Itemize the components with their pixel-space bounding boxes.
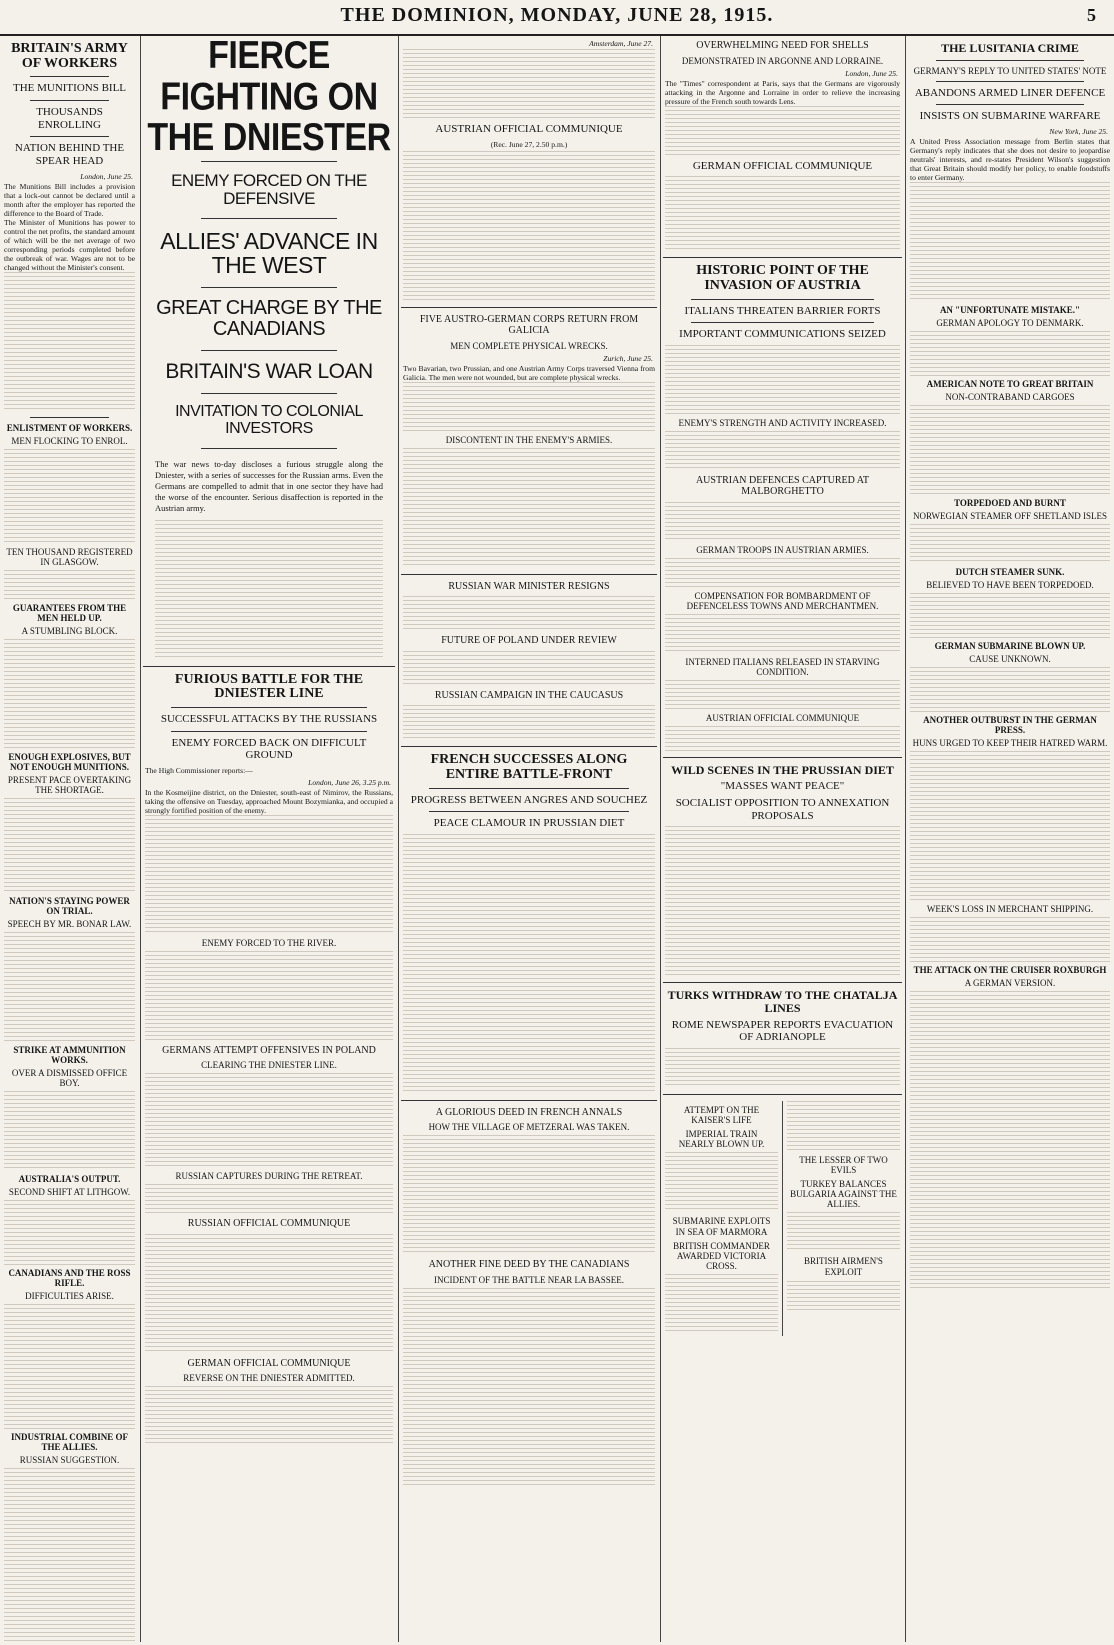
subhead: HOW THE VILLAGE OF METZERAL WAS TAKEN. (428, 1122, 630, 1133)
headline: TURKS WITHDRAW TO THE CHATALJA LINES (667, 988, 898, 1015)
headline: FURIOUS BATTLE FOR THE DNIESTER LINE (174, 671, 364, 702)
subhead: RUSSIAN CAPTURES DURING THE RETREAT. (175, 1171, 363, 1182)
subhead: GERMANS ATTEMPT OFFENSIVES IN POLAND (162, 1044, 376, 1056)
subhead: RUSSIAN CAMPAIGN IN THE CAUCASUS (434, 689, 624, 701)
subhead: ENEMY'S STRENGTH AND ACTIVITY INCREASED. (678, 417, 887, 428)
subhead: SUCCESSFUL ATTACKS BY THE RUSSIANS (160, 713, 378, 726)
subhead: IMPERIAL TRAIN NEARLY BLOWN UP. (678, 1129, 765, 1150)
column-5 (906, 36, 1114, 1642)
column-2 (141, 36, 397, 1642)
subhead: INSISTS ON SUBMARINE WARFARE (919, 110, 1101, 123)
subhead: BELIEVED TO HAVE BEEN TORPEDOED. (926, 579, 1094, 590)
dateline: London, June 25. (80, 171, 133, 181)
subhead: COMPENSATION FOR BOMBARDMENT OF DEFENCELESS TOWNS AND MERCHANTMEN. (686, 590, 879, 611)
headline: INVITATION TO COLONIAL INVESTORS (175, 403, 363, 437)
column-1 (0, 36, 139, 1642)
subhead: ANOTHER FINE DEED BY THE CANADIANS (428, 1259, 630, 1271)
subhead: GERMAN TROOPS IN AUSTRIAN ARMIES. (696, 544, 869, 555)
subhead: ABANDONS ARMED LINER DEFENCE (914, 86, 1106, 99)
subhead: TORPEDOED AND BURNT (954, 497, 1066, 508)
subhead: ANOTHER OUTBURST IN THE GERMAN PRESS. (923, 714, 1097, 735)
headline: WILD SCENES IN THE PRUSSIAN DIET (671, 762, 894, 777)
subhead: NORWEGIAN STEAMER OFF SHETLAND ISLES (912, 510, 1107, 521)
subhead: IMPORTANT COMMUNICATIONS SEIZED (679, 328, 886, 341)
subhead: INCIDENT OF THE BATTLE NEAR LA BASSEE. (434, 1274, 624, 1285)
dateline: New York, June 25. (1049, 126, 1108, 136)
article-paragraph: Two Bavarian, two Prussian, and one Austrian Army Corps traversed Vienna from Galicia. The men were not wounded, but are complete physical wrecks. (403, 363, 655, 382)
headline: ALLIES' ADVANCE IN THE WEST (160, 227, 378, 278)
subhead: A STUMBLING BLOCK. (21, 625, 118, 636)
subhead: ENEMY FORCED TO THE RIVER. (201, 937, 337, 948)
subhead: PROGRESS BETWEEN ANGRES AND SOUCHEZ (410, 793, 648, 806)
subhead: CANADIANS AND THE ROSS RIFLE. (8, 1267, 131, 1288)
subhead: RUSSIAN SUGGESTION. (19, 1454, 120, 1465)
subhead: GUARANTEES FROM THE MEN HELD UP. (12, 602, 127, 623)
subhead: ROME NEWSPAPER REPORTS EVACUATION OF ADRIANOPLE (671, 1018, 894, 1044)
subhead: INTERNED ITALIANS RELEASED IN STARVING CONDITION. (685, 656, 880, 677)
subhead: GERMAN APOLOGY TO DENMARK. (936, 317, 1084, 328)
subhead: BRITISH COMMANDER AWARDED VICTORIA CROSS. (673, 1241, 770, 1272)
subhead: GERMAN OFFICIAL COMMUNIQUE (692, 159, 873, 172)
subhead: DISCONTENT IN THE ENEMY'S ARMIES. (445, 434, 613, 445)
subhead: RUSSIAN WAR MINISTER RESIGNS (448, 580, 610, 592)
headline: BRITAIN'S WAR LOAN (165, 360, 373, 384)
dateline: London, June 25. (845, 68, 898, 78)
subhead: STRIKE AT AMMUNITION WORKS. (13, 1044, 126, 1065)
headline: BRITAIN'S ARMY OF WORKERS (11, 41, 128, 71)
received-line: (Rec. June 27, 2.50 p.m.) (490, 139, 568, 149)
subhead: CAUSE UNKNOWN. (969, 653, 1051, 664)
subhead: DIFFICULTIES ARISE. (25, 1290, 114, 1301)
article-paragraph: The Munitions Bill includes a provision that a lock-out cannot be declared until a month after the employer has reported the difference to the Board of Trade. (4, 181, 135, 218)
article-paragraph: The "Times" correspondent at Paris, says that the Germans are vigorously attacking in the Argonne and Lorraine in order to relieve the increasing pressure of the French south towards Lens. (665, 78, 900, 106)
subhead: GERMAN OFFICIAL COMMUNIQUE (187, 1357, 351, 1369)
headline: GREAT CHARGE BY THE CANADIANS (156, 297, 382, 341)
dateline: Amsterdam, June 27. (589, 39, 653, 48)
subhead: HUNS URGED TO KEEP THEIR HATRED WARM. (912, 737, 1108, 748)
subhead: THE MUNITIONS BILL (12, 82, 127, 95)
subhead: AUSTRIAN OFFICIAL COMMUNIQUE (705, 712, 860, 723)
subhead: SECOND SHIFT AT LITHGOW. (8, 1186, 131, 1197)
subhead: OVER A DISMISSED OFFICE BOY. (11, 1067, 128, 1088)
subhead: NON-CONTRABAND CARGOES (945, 391, 1075, 402)
page-number: 5 (1087, 5, 1096, 25)
main-headline: FIERCE FIGHTING ON THE DNIESTER (147, 36, 391, 160)
subhead: REVERSE ON THE DNIESTER ADMITTED. (183, 1373, 355, 1384)
subhead: A GERMAN VERSION. (964, 977, 1056, 988)
subhead: AMERICAN NOTE TO GREAT BRITAIN (926, 378, 1094, 389)
subhead: MEN COMPLETE PHYSICAL WRECKS. (450, 340, 608, 351)
article-paragraph: The High Commissioner reports:— (145, 765, 253, 775)
headline: FRENCH SUCCESSES ALONG ENTIRE BATTLE-FRONT (430, 752, 628, 782)
headline: THE LUSITANIA CRIME (941, 41, 1079, 55)
subhead: A GLORIOUS DEED IN FRENCH ANNALS (435, 1106, 623, 1118)
subhead: OVERWHELMING NEED FOR SHELLS (696, 40, 869, 51)
masthead (0, 0, 1114, 36)
subhead: INDUSTRIAL COMBINE OF THE ALLIES. (10, 1431, 129, 1452)
subhead: "MASSES WANT PEACE" (720, 780, 845, 793)
article-paragraph: In the Kosmeijine district, on the Dniester, south-east of Nimirov, the Russians, taking the offensive on Tuesday, approached Mount Bozymianka, and occupied a strongly fortified position of the enemy. (145, 787, 393, 815)
subhead: GERMANY'S REPLY TO UNITED STATES' NOTE (913, 65, 1107, 76)
subhead: AUSTRALIA'S OUTPUT. (18, 1173, 121, 1184)
column-3 (399, 36, 659, 1642)
masthead-title: THE DOMINION, MONDAY, JUNE 28, 1915. (340, 4, 774, 26)
subhead: ITALIANS THREATEN BARRIER FORTS (684, 304, 881, 317)
subhead: NATION'S STAYING POWER ON TRIAL. (9, 895, 130, 916)
subhead: AUSTRIAN DEFENCES CAPTURED AT MALBORGHETTO (695, 474, 870, 498)
subhead: DEMONSTRATED IN ARGONNE AND LORRAINE. (681, 55, 884, 66)
subhead: PEACE CLAMOUR IN PRUSSIAN DIET (433, 817, 625, 830)
subhead: CLEARING THE DNIESTER LINE. (201, 1060, 337, 1071)
subhead: AN "UNFORTUNATE MISTAKE." (939, 304, 1081, 315)
dateline: London, June 26, 3.25 p.m. (308, 777, 391, 787)
subhead: ENLISTMENT OF WORKERS. (6, 422, 133, 433)
subhead: THE LESSER OF TWO EVILS (799, 1154, 888, 1176)
subhead: FIVE AUSTRO-GERMAN CORPS RETURN FROM GALICIA (419, 313, 639, 337)
subhead: FUTURE OF POLAND UNDER REVIEW (441, 635, 617, 647)
subhead: SPEECH BY MR. BONAR LAW. (7, 918, 132, 929)
headline: ENEMY FORCED ON THE DEFENSIVE (171, 171, 367, 208)
headline: HISTORIC POINT OF THE INVASION OF AUSTRIA (696, 263, 869, 293)
subhead: GERMAN SUBMARINE BLOWN UP. (934, 640, 1086, 651)
subhead: BRITISH AIRMEN'S EXPLOIT (804, 1256, 883, 1277)
subhead: ATTEMPT ON THE KAISER'S LIFE (683, 1104, 760, 1126)
subhead: THOUSANDS ENROLLING (36, 106, 103, 131)
subhead: TURKEY BALANCES BULGARIA AGAINST THE ALLIES. (790, 1179, 897, 1210)
subhead: MEN FLOCKING TO ENROL. (11, 435, 128, 446)
intro-paragraph: The war news to-day discloses a furious struggle along the Dniester, with a series of successes for the Russian arms. Even the Germans are compelled to admit that in one sector they have had the worse of the encounter. Serious disaffection is reported in the Austrian army. (155, 458, 383, 513)
subhead: SOCIALIST OPPOSITION TO ANNEXATION PROPOSALS (675, 797, 890, 822)
article-paragraph: A United Press Association message from Berlin states that Germany's reply indicates that she does not desire to jeopardise neutrals' interests, and re-states President Wilson's suggestion that Great Britain should modify her policy, to enable foodstuffs to enter Germany. (910, 136, 1110, 182)
column-4 (661, 36, 904, 1642)
subhead: TEN THOUSAND REGISTERED IN GLASGOW. (6, 546, 133, 567)
article-paragraph: The Minister of Munitions has power to control the net profits, the standard amount of which will be the net average of two corresponding periods completed before the outbreak of war. Wages are not to be changed without the Minister's consent. (4, 217, 135, 272)
subhead: AUSTRIAN OFFICIAL COMMUNIQUE (435, 123, 623, 135)
subhead: SUBMARINE EXPLOITS IN SEA OF MARMORA (672, 1216, 771, 1237)
subhead: PRESENT PACE OVERTAKING THE SHORTAGE. (7, 774, 132, 795)
subhead: THE ATTACK ON THE CRUISER ROXBURGH (913, 964, 1107, 975)
subhead: ENEMY FORCED BACK ON DIFFICULT GROUND (171, 736, 367, 762)
subhead: ENOUGH EXPLOSIVES, BUT NOT ENOUGH MUNITIONS. (8, 751, 131, 772)
dateline: Zurich, June 25. (603, 353, 653, 363)
subhead: WEEK'S LOSS IN MERCHANT SHIPPING. (926, 903, 1094, 914)
subhead: RUSSIAN OFFICIAL COMMUNIQUE (187, 1218, 351, 1230)
subhead: NATION BEHIND THE SPEAR HEAD (14, 142, 125, 167)
subhead: DUTCH STEAMER SUNK. (955, 566, 1065, 577)
